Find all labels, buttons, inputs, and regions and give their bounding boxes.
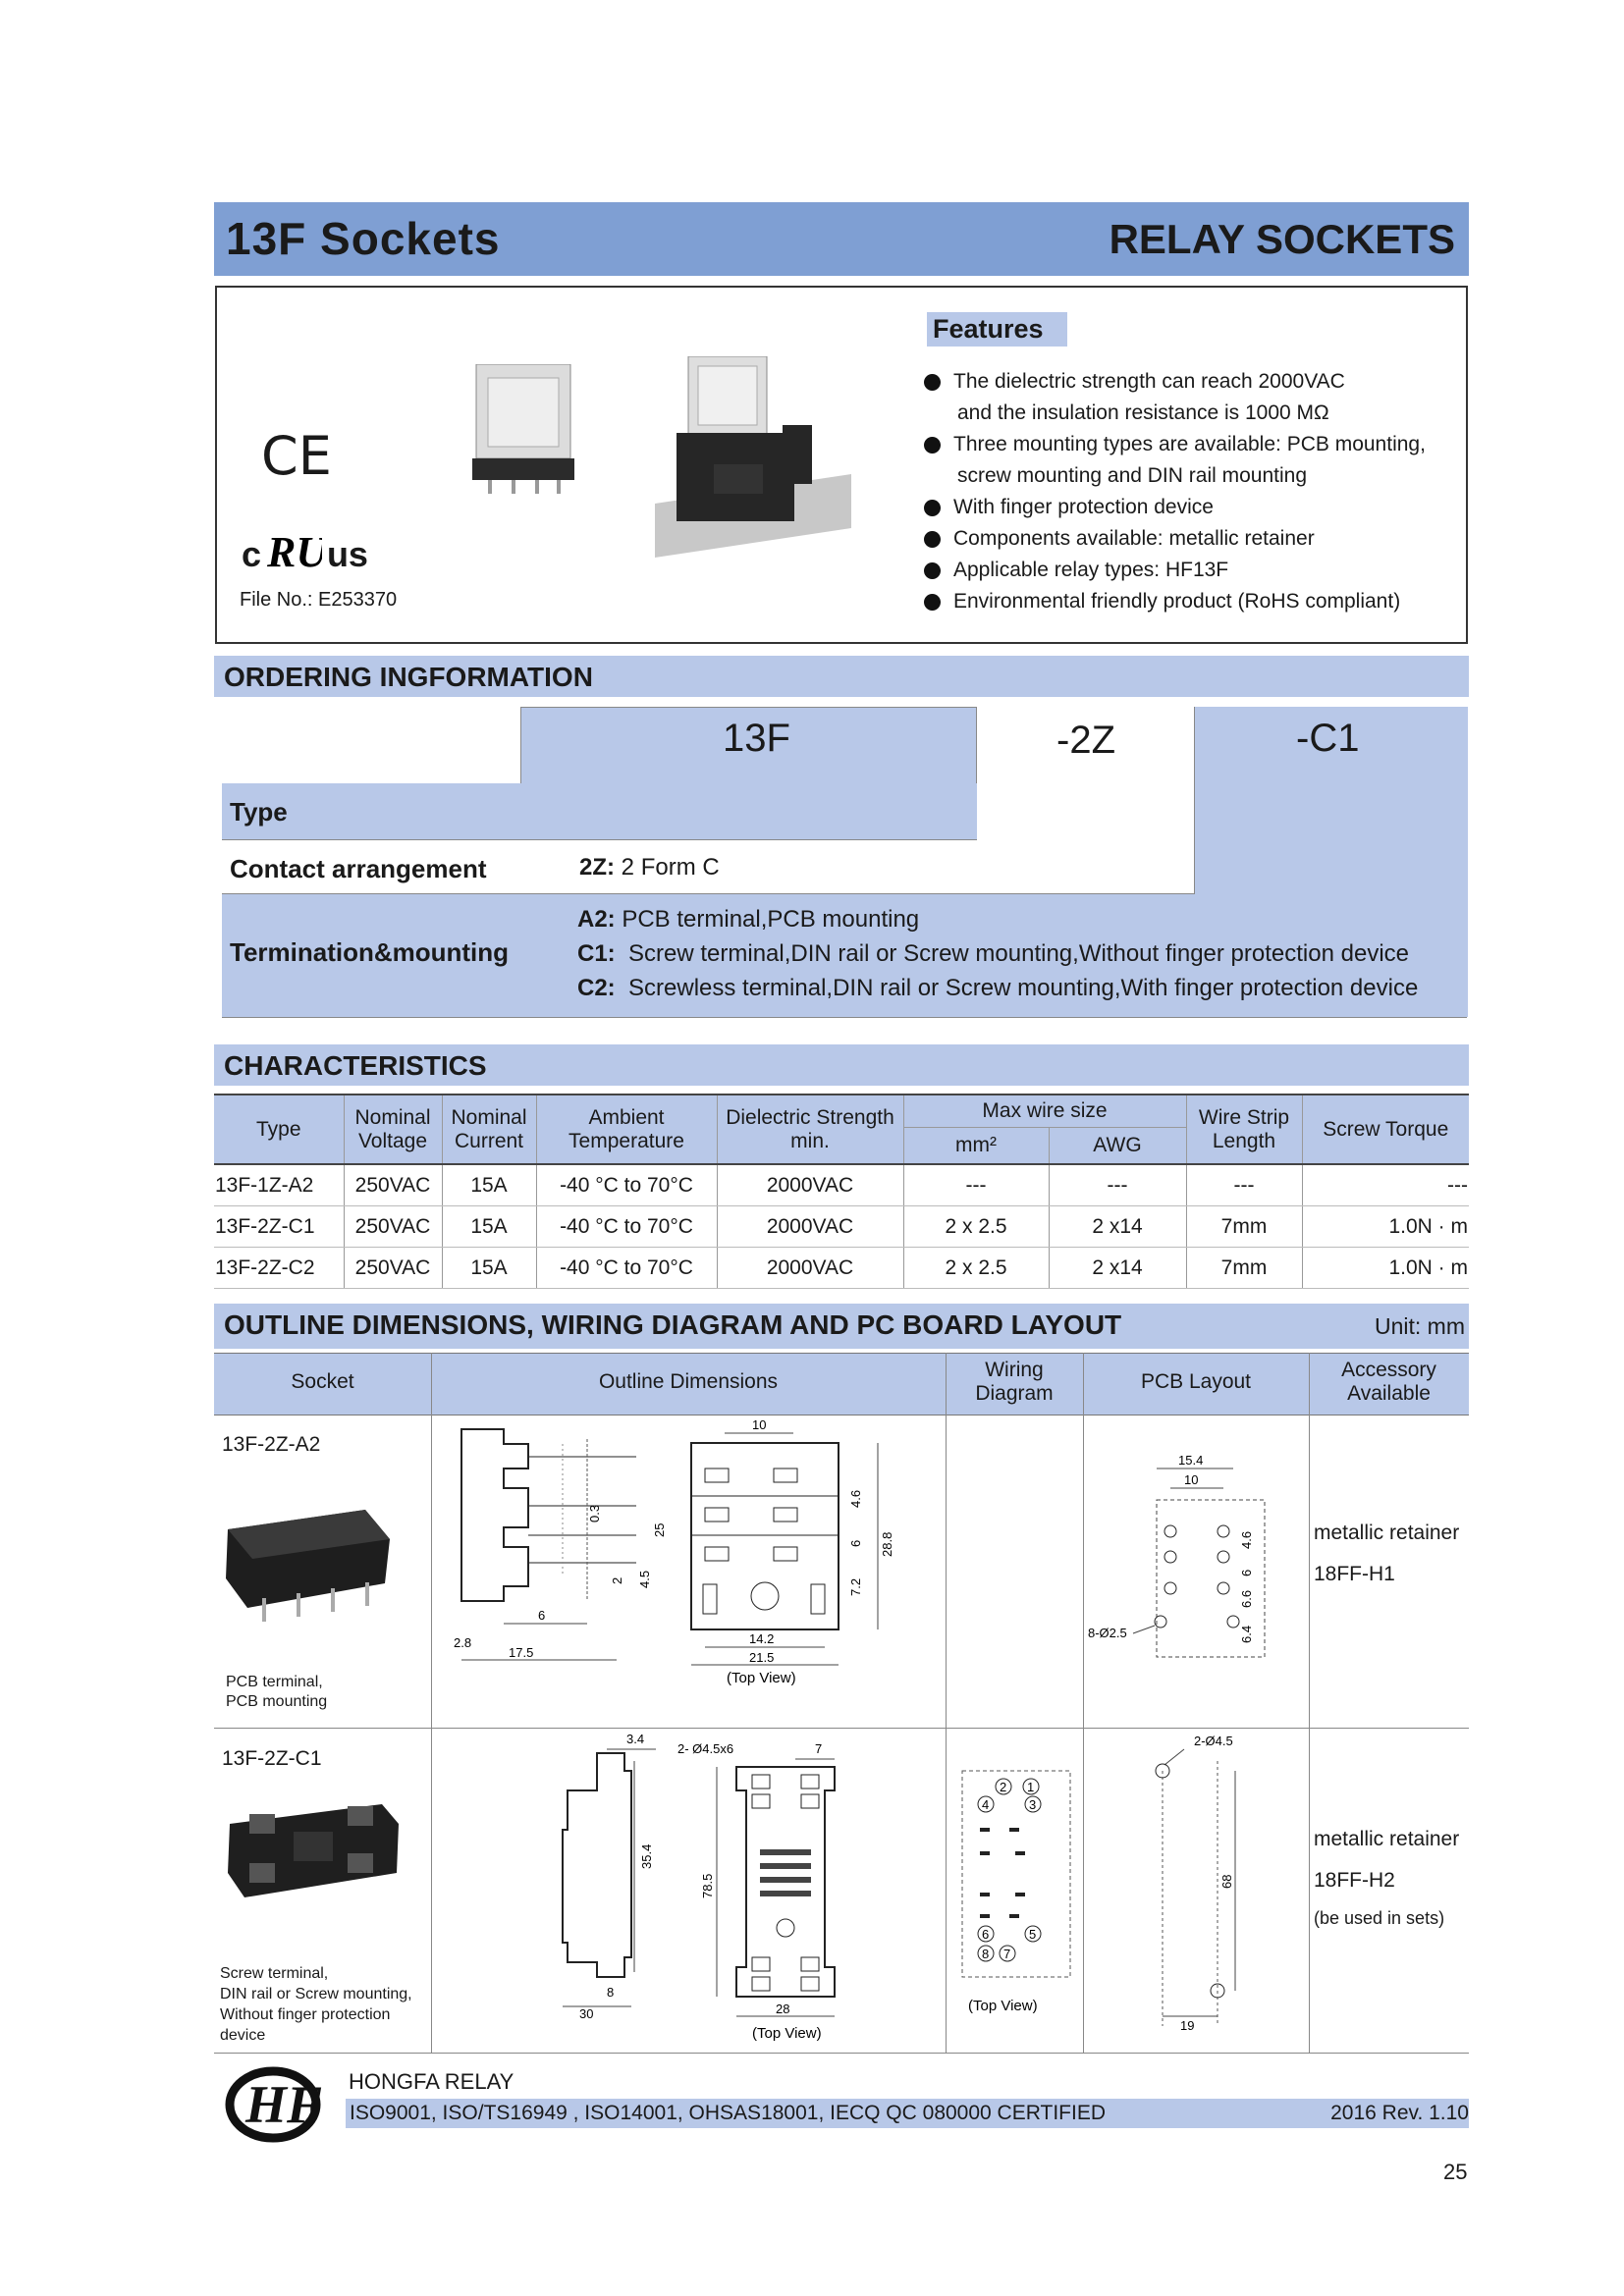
col-torque: Screw Torque: [1323, 1117, 1449, 1141]
cell: 2000VAC: [717, 1206, 903, 1248]
term-key: A2:: [577, 906, 616, 933]
dim-label: 15.4: [1178, 1453, 1204, 1468]
cell: ---: [1186, 1164, 1302, 1206]
socket-desc: [220, 1963, 412, 2046]
col-temp-2: Temperature: [568, 1129, 684, 1152]
dim-label: 8: [607, 1985, 615, 2000]
wiring-num: 7: [1003, 1947, 1011, 1961]
accessory-code: 18FF-H1: [1314, 1563, 1395, 1585]
col-voltage-2: Voltage: [357, 1129, 428, 1152]
col-strip-2: Length: [1212, 1129, 1276, 1152]
socket-desc-line: DIN rail or Screw mounting,: [220, 1986, 412, 2002]
cell: 2000VAC: [717, 1248, 903, 1289]
characteristics-title: CHARACTERISTICS: [224, 1050, 487, 1081]
col-acc-2: Available: [1347, 1382, 1431, 1405]
col-temp: [536, 1095, 717, 1164]
relay-photo: [466, 364, 584, 511]
col-outline: Outline Dimensions: [598, 1370, 779, 1393]
cell: 1.0N · m: [1302, 1248, 1469, 1289]
contact-key: 2Z:: [579, 854, 615, 881]
socket-a2-photo: [218, 1500, 395, 1637]
footer-certs: ISO9001, ISO/TS16949 , ISO14001, OHSAS18001, IECQ QC 080000 CERTIFIED: [350, 2102, 1107, 2124]
dim-label: 8-Ø2.5: [1088, 1626, 1127, 1640]
socket-relay-photo: [655, 356, 851, 592]
code-type: 13F: [723, 717, 790, 760]
term-line-c2: [577, 971, 1418, 1005]
cell: 2 x 2.5: [903, 1206, 1049, 1248]
dim-label: 78.5: [700, 1873, 715, 1898]
divider: [1309, 1353, 1310, 2054]
cell: 13F-1Z-A2: [214, 1164, 344, 1206]
product-box: [215, 286, 1468, 644]
hongfa-logo: [224, 2065, 332, 2144]
outline-table: [214, 1353, 1469, 2054]
cell: -40 °C to 70°C: [536, 1164, 717, 1206]
dim-label: 4.6: [848, 1489, 863, 1508]
term-line-c1: [577, 936, 1418, 971]
divider: [214, 2053, 1469, 2054]
table-row: [214, 1248, 1469, 1289]
features-title: Features: [927, 312, 1067, 347]
pcb-layout-c1: [1086, 1732, 1308, 2044]
cell: 2 x14: [1049, 1248, 1186, 1289]
characteristics-table: [214, 1094, 1469, 1289]
dim-label: 14.2: [749, 1631, 775, 1646]
wiring-num: 6: [982, 1927, 990, 1942]
divider: [431, 1353, 432, 2054]
cell: 15A: [442, 1248, 536, 1289]
dim-label: 3.4: [626, 1732, 645, 1746]
top-view-caption: (Top View): [727, 1670, 796, 1686]
wiring-num: 3: [1029, 1797, 1037, 1812]
col-awg: AWG: [1049, 1128, 1186, 1165]
cell: 250VAC: [344, 1248, 442, 1289]
term-values: [577, 902, 1418, 1005]
ordering-title-bar: [214, 656, 1469, 697]
socket-desc-line: PCB mounting: [226, 1693, 328, 1710]
dim-label: 6.6: [1239, 1589, 1254, 1608]
dim-label: 6: [538, 1608, 546, 1623]
dim-label: 10: [1184, 1472, 1199, 1487]
cell: 7mm: [1186, 1206, 1302, 1248]
dim-label: 25: [652, 1522, 667, 1537]
wiring-diagram-c1: [950, 1765, 1080, 2020]
col-strip: [1186, 1095, 1302, 1164]
col-current: [442, 1095, 536, 1164]
dim-label: 4.5: [637, 1570, 652, 1588]
col-wiring-1: Wiring: [985, 1359, 1044, 1381]
outline-top-view-a2: [685, 1419, 941, 1714]
cell: 7mm: [1186, 1248, 1302, 1289]
ordering-table: [222, 707, 1467, 1017]
col-diel-1: Dielectric Strength: [726, 1105, 894, 1129]
outline-side-view-c1: [509, 1732, 685, 2026]
socket-c1-photo: [220, 1794, 406, 1912]
cell: -40 °C to 70°C: [536, 1248, 717, 1289]
cell: ---: [1302, 1164, 1469, 1206]
dim-label: 6: [1239, 1569, 1254, 1576]
divider: [1083, 1353, 1084, 2054]
outline-title: OUTLINE DIMENSIONS, WIRING DIAGRAM AND PC BOARD LAYOUT: [224, 1309, 1122, 1340]
type-row: [222, 783, 977, 840]
contact-val: 2 Form C: [621, 854, 720, 881]
dim-label: 7: [815, 1741, 823, 1756]
cell: 15A: [442, 1164, 536, 1206]
dim-label: 2- Ø4.5x6: [677, 1741, 734, 1756]
socket-desc-line: device: [220, 2027, 266, 2044]
dim-label: 0.3: [587, 1504, 602, 1522]
footer-bar: [346, 2099, 1469, 2128]
features-list: [924, 366, 1426, 617]
socket-desc-line: PCB terminal,: [226, 1674, 323, 1690]
term-val: Screw terminal,DIN rail or Screw mounting,Without finger protection device: [628, 940, 1409, 967]
wiring-num: 4: [982, 1797, 990, 1812]
cell: 250VAC: [344, 1164, 442, 1206]
col-socket: Socket: [291, 1370, 354, 1393]
wiring-num: 1: [1027, 1780, 1035, 1794]
cell: ---: [1049, 1164, 1186, 1206]
ul-c-text: c: [242, 534, 262, 574]
col-mm2: mm²: [903, 1128, 1049, 1165]
col-dielectric: [717, 1095, 903, 1164]
table-row: [214, 1164, 1469, 1206]
cell: 250VAC: [344, 1206, 442, 1248]
col-voltage-1: Nominal: [354, 1105, 431, 1129]
wiring-caption: (Top View): [968, 1998, 1038, 2014]
term-key: C2:: [577, 975, 616, 1001]
page-title: 13F Sockets: [226, 213, 501, 264]
socket-desc-line: Screw terminal,: [220, 1965, 329, 1982]
code-contact: -2Z: [1056, 719, 1115, 762]
ul-mark: [242, 529, 368, 575]
col-wiring: [946, 1359, 1083, 1406]
type-label: Type: [230, 797, 288, 827]
contact-label: Contact arrangement: [230, 854, 487, 883]
svg-text:RU: RU: [267, 529, 323, 572]
header-bar: [214, 202, 1469, 276]
col-current-2: Current: [454, 1129, 524, 1152]
col-current-1: Nominal: [451, 1105, 527, 1129]
col-wire: Max wire size: [903, 1095, 1186, 1128]
ul-us-text: us: [326, 534, 368, 574]
cell: 13F-2Z-C1: [214, 1206, 344, 1248]
accessory-name: metallic retainer: [1314, 1522, 1460, 1544]
feature-item: The dielectric strength can reach 2000VAC: [924, 366, 1426, 398]
cell: 15A: [442, 1206, 536, 1248]
ce-mark: CE: [261, 425, 332, 487]
outline-unit: Unit: mm: [1375, 1313, 1465, 1339]
socket-name: 13F-2Z-A2: [222, 1433, 321, 1456]
feature-item: Components available: metallic retainer: [924, 523, 1426, 555]
page-number: 25: [1443, 2160, 1468, 2184]
dim-label: 6: [848, 1539, 863, 1547]
dim-label: 4.6: [1239, 1530, 1254, 1549]
socket-desc-line: Without finger protection: [220, 2006, 391, 2023]
divider: [214, 1728, 1469, 1729]
code-term: -C1: [1296, 717, 1360, 760]
col-type: Type: [214, 1095, 344, 1164]
dim-label: 2: [610, 1576, 624, 1584]
feature-item-cont: and the insulation resistance is 1000 MΩ: [957, 401, 1329, 424]
accessory-name: metallic retainer: [1314, 1828, 1460, 1850]
dim-label: 35.4: [639, 1843, 654, 1869]
term-val: PCB terminal,PCB mounting: [622, 906, 920, 933]
divider: [946, 1353, 947, 2054]
wiring-num: 8: [982, 1947, 990, 1961]
col-diel-2: min.: [790, 1129, 830, 1152]
outline-title-bar: [214, 1304, 1469, 1349]
cell: -40 °C to 70°C: [536, 1206, 717, 1248]
col-wiring-2: Diagram: [975, 1382, 1054, 1405]
cell: 1.0N · m: [1302, 1206, 1469, 1248]
characteristics-title-bar: [214, 1044, 1469, 1086]
accessory-code: 18FF-H2: [1314, 1869, 1395, 1892]
dim-label: 28.8: [880, 1531, 894, 1557]
top-view-caption: (Top View): [752, 2025, 822, 2042]
cell: 2 x14: [1049, 1206, 1186, 1248]
contact-value: [579, 854, 720, 881]
dim-label: 17.5: [509, 1645, 534, 1660]
dim-label: 30: [579, 2006, 594, 2021]
wiring-num: 2: [1000, 1780, 1007, 1794]
cell: ---: [903, 1164, 1049, 1206]
category-title: RELAY SOCKETS: [1109, 216, 1455, 262]
table-row: [214, 1206, 1469, 1248]
socket-desc: [226, 1673, 327, 1712]
ul-logo-icon: [265, 529, 322, 572]
col-acc-1: Accessory: [1341, 1359, 1436, 1381]
socket-name: 13F-2Z-C1: [222, 1747, 322, 1770]
pcb-layout-a2: [1086, 1451, 1308, 1686]
logo-text: HF: [245, 2075, 323, 2134]
feature-item: Environmental friendly product (RoHS compliant): [924, 586, 1426, 617]
dim-label: 2.8: [454, 1635, 472, 1650]
cell: 13F-2Z-C2: [214, 1248, 344, 1289]
outline-side-view-a2: [450, 1419, 676, 1714]
term-val: Screwless terminal,DIN rail or Screw mounting,With finger protection device: [628, 975, 1419, 1001]
feature-item: Three mounting types are available: PCB mounting,: [924, 429, 1426, 460]
col-voltage: [344, 1095, 442, 1164]
outline-top-view-c1: [677, 1732, 943, 2044]
col-accessory: [1309, 1359, 1469, 1406]
term-key: C1:: [577, 940, 616, 967]
dim-label: 28: [776, 2002, 790, 2016]
accessory-note: (be used in sets): [1314, 1908, 1445, 1928]
col-pcb: PCB Layout: [1140, 1370, 1252, 1393]
dim-label: 7.2: [848, 1577, 863, 1596]
dim-label: 19: [1180, 2018, 1195, 2033]
company-name: HONGFA RELAY: [349, 2069, 514, 2094]
dim-label: 21.5: [749, 1650, 775, 1665]
dim-label: 6.4: [1239, 1625, 1254, 1643]
term-line-a2: [577, 902, 1418, 936]
col-temp-1: Ambient: [588, 1105, 665, 1129]
term-label: Termination&mounting: [230, 937, 510, 967]
cell: 2000VAC: [717, 1164, 903, 1206]
col-strip-1: Wire Strip: [1198, 1105, 1290, 1129]
feature-item: With finger protection device: [924, 492, 1426, 523]
file-number: File No.: E253370: [240, 589, 398, 611]
dim-label: 68: [1219, 1874, 1234, 1889]
footer-rev: 2016 Rev. 1.10: [1330, 2102, 1469, 2124]
feature-item: Applicable relay types: HF13F: [924, 555, 1426, 586]
cell: 2 x 2.5: [903, 1248, 1049, 1289]
dim-label: 10: [752, 1419, 767, 1432]
wiring-num: 5: [1029, 1927, 1037, 1942]
ordering-title: ORDERING INGFORMATION: [224, 662, 593, 692]
dim-label: 2-Ø4.5: [1194, 1734, 1233, 1748]
feature-item-cont: screw mounting and DIN rail mounting: [957, 464, 1307, 487]
